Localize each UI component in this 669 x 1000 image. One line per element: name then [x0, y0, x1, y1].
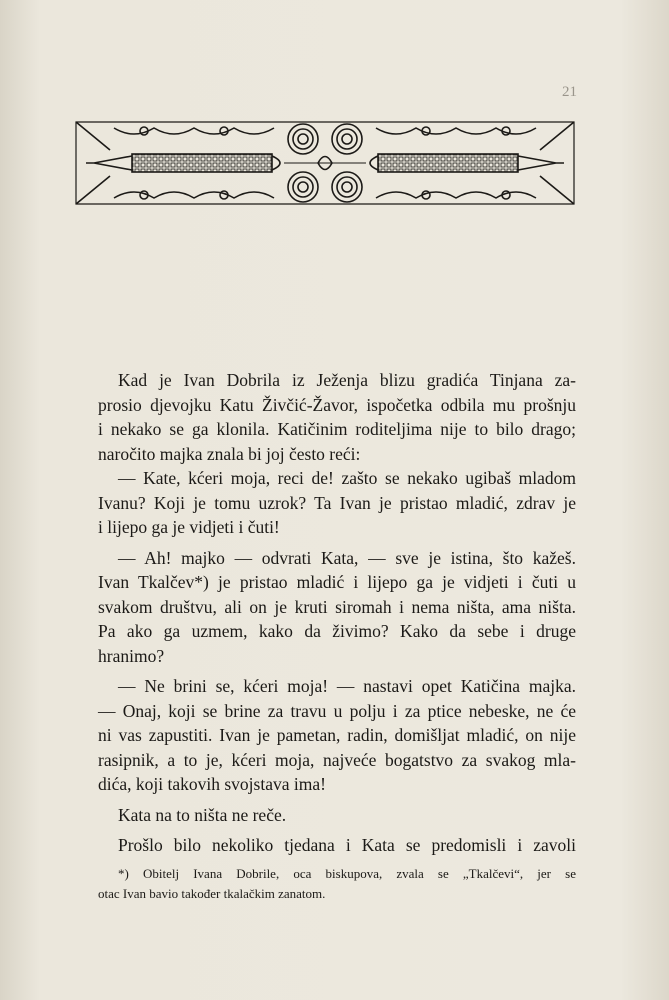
- text-line: — Ah! majko — odvrati Kata, — sve je istina, što kažeš.: [118, 547, 576, 568]
- text-line: Ivanu? Koji je tomu uzrok? Ta Ivan je pristao mladić, zdrav je: [98, 492, 576, 513]
- text-line: hranimo?: [98, 645, 165, 666]
- text-line: ni vas zapustiti. Ivan je pametan, radin, domišljat mladić, on nije: [98, 725, 576, 745]
- text-line: i lijepo ga je vidjeti i čuti!: [98, 517, 280, 537]
- text-line: svakom društvu, ali on je kruti siromah i nema ništa, ama ništa.: [98, 596, 576, 617]
- text-line: Pa ako ga uzmem, kako da živimo? Kako da sebe i druge: [98, 621, 576, 641]
- text-line: — Kate, kćeri moja, reci de! zašto se nekako ugibaš mladom: [118, 468, 576, 488]
- footnote-line: otac Ivan bavio također tkalačkim zanatom.: [98, 886, 326, 901]
- text-line: — Onaj, koji se brine za travu u polju i za ptice nebeske, ne će: [98, 700, 576, 721]
- text-line: Prošlo bilo nekoliko tjedana i Kata se predomisli i zavoli: [118, 835, 576, 855]
- text-line: rasipnik, a to je, kćeri moja, najveće bogatstvo za svakog mla-: [98, 749, 576, 770]
- page-number: 21: [562, 84, 577, 100]
- text-line: Ivan Tkalčev*) je pristao mladić i lijepo ga je vidjeti i čuti u: [98, 572, 576, 592]
- text-line: — Ne brini se, kćeri moja! — nastavi opet Katičina majka.: [118, 676, 576, 696]
- text-line: i nekako se ga klonila. Katičinim roditeljima nije to bilo drago;: [98, 419, 576, 439]
- body-text: [98, 368, 576, 858]
- decorative-header-ornament: [74, 120, 576, 206]
- text-line: prosio djevojku Katu Živčić-Žavor, ispočetka odbila mu prošnju: [98, 394, 576, 415]
- text-line: dića, koji takovih svojstava ima!: [98, 774, 326, 794]
- footnote-line: *) Obitelj Ivana Dobrile, oca biskupova, zvala se „Tkalčevi“, jer se: [118, 866, 576, 881]
- text-line: Kata na to ništa ne reče.: [118, 804, 287, 825]
- text-line: naročito majka znala bi joj često reći:: [98, 443, 361, 464]
- text-line: Kad je Ivan Dobrila iz Ježenja blizu gradića Tinjana za-: [118, 370, 576, 390]
- footnote: [98, 864, 576, 904]
